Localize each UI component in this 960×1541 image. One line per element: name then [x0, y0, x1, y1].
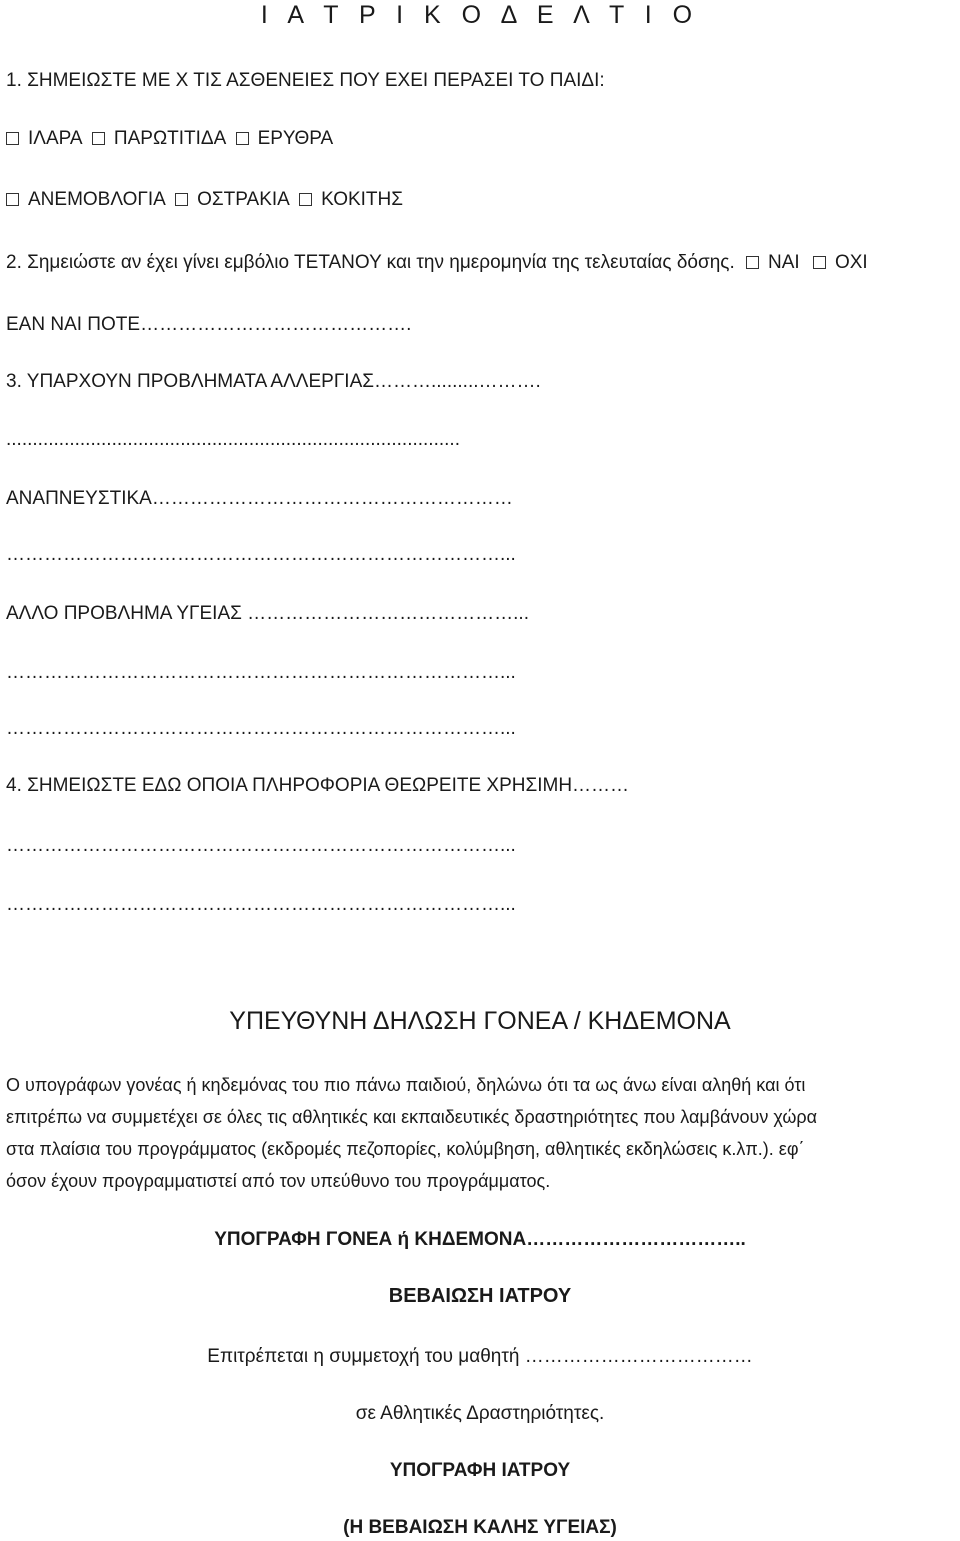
label-parotitida: ΠΑΡΩΤΙΤΙΔΑ — [113, 128, 227, 149]
checkbox-erythra[interactable] — [236, 132, 249, 145]
q3-dots-4[interactable]: ……………………………………………………………………... — [6, 718, 516, 739]
declaration-line-4: όσον έχουν προγραμματιστεί από τον υπεύθυνο του προγράμματος. — [6, 1171, 551, 1191]
label-no: ΟΧΙ — [834, 252, 868, 273]
q4-dots-1[interactable]: ……………………………………………………………………... — [6, 835, 516, 856]
q2-when[interactable]: ΕΑΝ ΝΑΙ ΠΟΤΕ……………………………………. — [6, 314, 412, 335]
q3-respiratory[interactable]: ΑΝΑΠΝΕΥΣΤΙΚΑ………………………………………………… — [6, 488, 513, 509]
doctor-activities: σε Αθλητικές Δραστηριότητες. — [355, 1403, 605, 1424]
checkbox-parotitida[interactable] — [92, 132, 105, 145]
checkbox-kokitis[interactable] — [299, 193, 312, 206]
q2-label: 2. Σημειώστε αν έχει γίνει εμβόλιο ΤΕΤΑΝΟΥ και την ημερομηνία της τελευταίας δόσης. — [6, 252, 735, 273]
label-erythra: ΕΡΥΘΡΑ — [257, 128, 334, 149]
declaration-heading: ΥΠΕΥΘΥΝΗ ΔΗΛΩΣΗ ΓΟΝΕΑ / ΚΗΔΕΜΟΝΑ — [229, 1007, 731, 1035]
label-ostrakia: ΟΣΤΡΑΚΙΑ — [197, 189, 290, 210]
q3-dots-3[interactable]: ……………………………………………………………………... — [6, 662, 516, 683]
checkbox-yes[interactable] — [746, 256, 759, 269]
q4-dots-2[interactable]: ……………………………………………………………………... — [6, 894, 516, 915]
q1-row-2 — [6, 188, 407, 212]
label-ilara: ΙΛΑΡΑ — [28, 128, 83, 149]
declaration-line-1: Ο υπογράφων γονέας ή κηδεμόνας του πιο πάνω παιδιού, δηλώνω ότι τα ως άνω είναι αληθή και ότι — [6, 1075, 806, 1095]
label-yes: ΝΑΙ — [768, 252, 800, 273]
q1-row-1 — [6, 127, 337, 151]
q2-line — [6, 251, 868, 275]
checkbox-ostrakia[interactable] — [175, 193, 188, 206]
checkbox-ilara[interactable] — [6, 132, 19, 145]
label-kokitis: ΚΟΚΙΤΗΣ — [321, 189, 404, 210]
doctor-heading: ΒΕΒΑΙΩΣΗ ΙΑΤΡΟΥ — [388, 1285, 572, 1307]
declaration-text — [6, 1069, 956, 1197]
q3-other-health[interactable]: ΑΛΛΟ ΠΡΟΒΛΗΜΑ ΥΓΕΙΑΣ ……………………………………... — [6, 603, 529, 624]
q1-label: 1. ΣΗΜΕΙΩΣΤΕ ΜΕ Χ ΤΙΣ ΑΣΘΕΝΕΙΕΣ ΠΟΥ ΕΧΕΙ ΠΕΡΑΣΕΙ ΤΟ ΠΑΙΔΙ: — [6, 70, 605, 91]
declaration-line-3: στα πλαίσια του προγράμματος (εκδρομές πεζοπορίες, κολύμβηση, αθλητικές εκδηλώσεις κ.λπ.). εφ΄ — [6, 1139, 805, 1159]
document-title: Ι Α Τ Ρ Ι Κ Ο Δ Ε Λ Τ Ι Ο — [260, 1, 700, 29]
checkbox-no[interactable] — [813, 256, 826, 269]
q3-dots-1[interactable]: ...................................................................................... — [6, 429, 460, 450]
q3-label[interactable]: 3. ΥΠΑΡΧΟΥΝ ΠΡΟΒΛΗΜΑΤΑ ΑΛΛΕΡΓΙΑΣ……….........………. — [6, 371, 541, 392]
q3-dots-2[interactable]: ……………………………………………………………………... — [6, 544, 516, 565]
doctor-signature[interactable]: ΥΠΟΓΡΑΦΗ ΙΑΤΡΟΥ — [389, 1460, 571, 1481]
label-anemovlogia: ΑΝΕΜΟΒΛΟΓΙΑ — [28, 189, 166, 210]
q4-label[interactable]: 4. ΣΗΜΕΙΩΣΤΕ ΕΔΩ ΟΠΟΙΑ ΠΛΗΡΟΦΟΡΙΑ ΘΕΩΡΕΙΤΕ ΧΡΗΣΙΜΗ……… — [6, 775, 630, 796]
declaration-line-2: επιτρέπω να συμμετέχει σε όλες τις αθλητικές και εκπαιδευτικές δραστηριότητες που λαμβάνουν χώρα — [6, 1107, 818, 1127]
doctor-permit[interactable]: Επιτρέπεται η συμμετοχή του μαθητή ……………………………… — [207, 1346, 753, 1367]
checkbox-anemovlogia[interactable] — [6, 193, 19, 206]
parent-signature[interactable]: ΥΠΟΓΡΑΦΗ ΓΟΝΕΑ ή ΚΗΔΕΜΟΝΑ…………………………….. — [214, 1229, 746, 1250]
health-certificate-note: (Η ΒΕΒΑΙΩΣΗ ΚΑΛΗΣ ΥΓΕΙΑΣ) — [343, 1517, 617, 1538]
